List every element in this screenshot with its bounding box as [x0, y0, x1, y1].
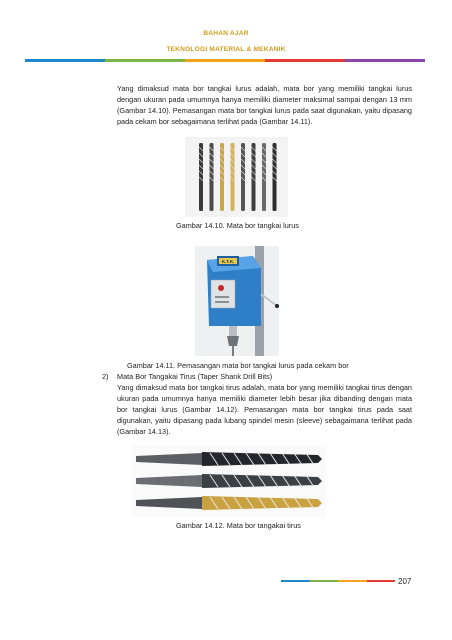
header-title: BAHAN AJAR — [203, 30, 249, 37]
machine-brand-label: K.T.K. — [221, 259, 235, 264]
paragraph-taper-shank: Yang dimaksud mata bor tangkai tirus adalah, mata bor yang memiliki tangkai tirus dengan ukuran pada umumnya hanya memiliki diameter lebih besar jika dibanding dengan mata bor tangkai lurus (Gambar 14.12). Pemasangan mata bor tangkai tirus pada saat digunakan, yaitu dipasang pada lubang spindel mesin (sleeve) sebagaimana terlihat pada (Gambar 14.13). — [117, 383, 412, 436]
taper-drill-bits-image — [132, 445, 326, 517]
figure-14-11-caption: Gambar 14.11. Pemasangan mata bor tangkai lurus pada cekam bor — [127, 361, 349, 370]
page-number: 207 — [398, 577, 412, 586]
figure-14-12-caption: Gambar 14.12. Mata bor tangakai tirus — [176, 521, 301, 530]
footer-color-bar — [281, 580, 395, 582]
paragraph-straight-shank: Yang dimaksud mata bor tangkai lurus adalah, mata bor yang memiliki tangkai lurus dengan ukuran pada umumnya hanya memiliki diameter maksimal sampai dengan 13 mm (Gambar 14.10). Pemasangan mata bor tangkai lurus pada saat digunakan, yaitu dipasang pada cekam bor sebagaimana terlihat pada (Gambar 14.11). — [117, 84, 412, 126]
header-color-bar — [25, 59, 425, 62]
list-item-title: Mata Bor Tangakai Tirus (Taper Shank Drill Bits) — [117, 372, 273, 381]
list-number: 2) — [102, 372, 109, 381]
header-subtitle: TEKNOLOGI MATERIAL & MEKANIK — [166, 46, 286, 53]
figure-14-10-caption: Gambar 14.10. Mata bor tangkai lurus — [176, 221, 299, 230]
straight-drill-bits-image — [185, 137, 288, 217]
drill-press-image — [195, 246, 279, 356]
